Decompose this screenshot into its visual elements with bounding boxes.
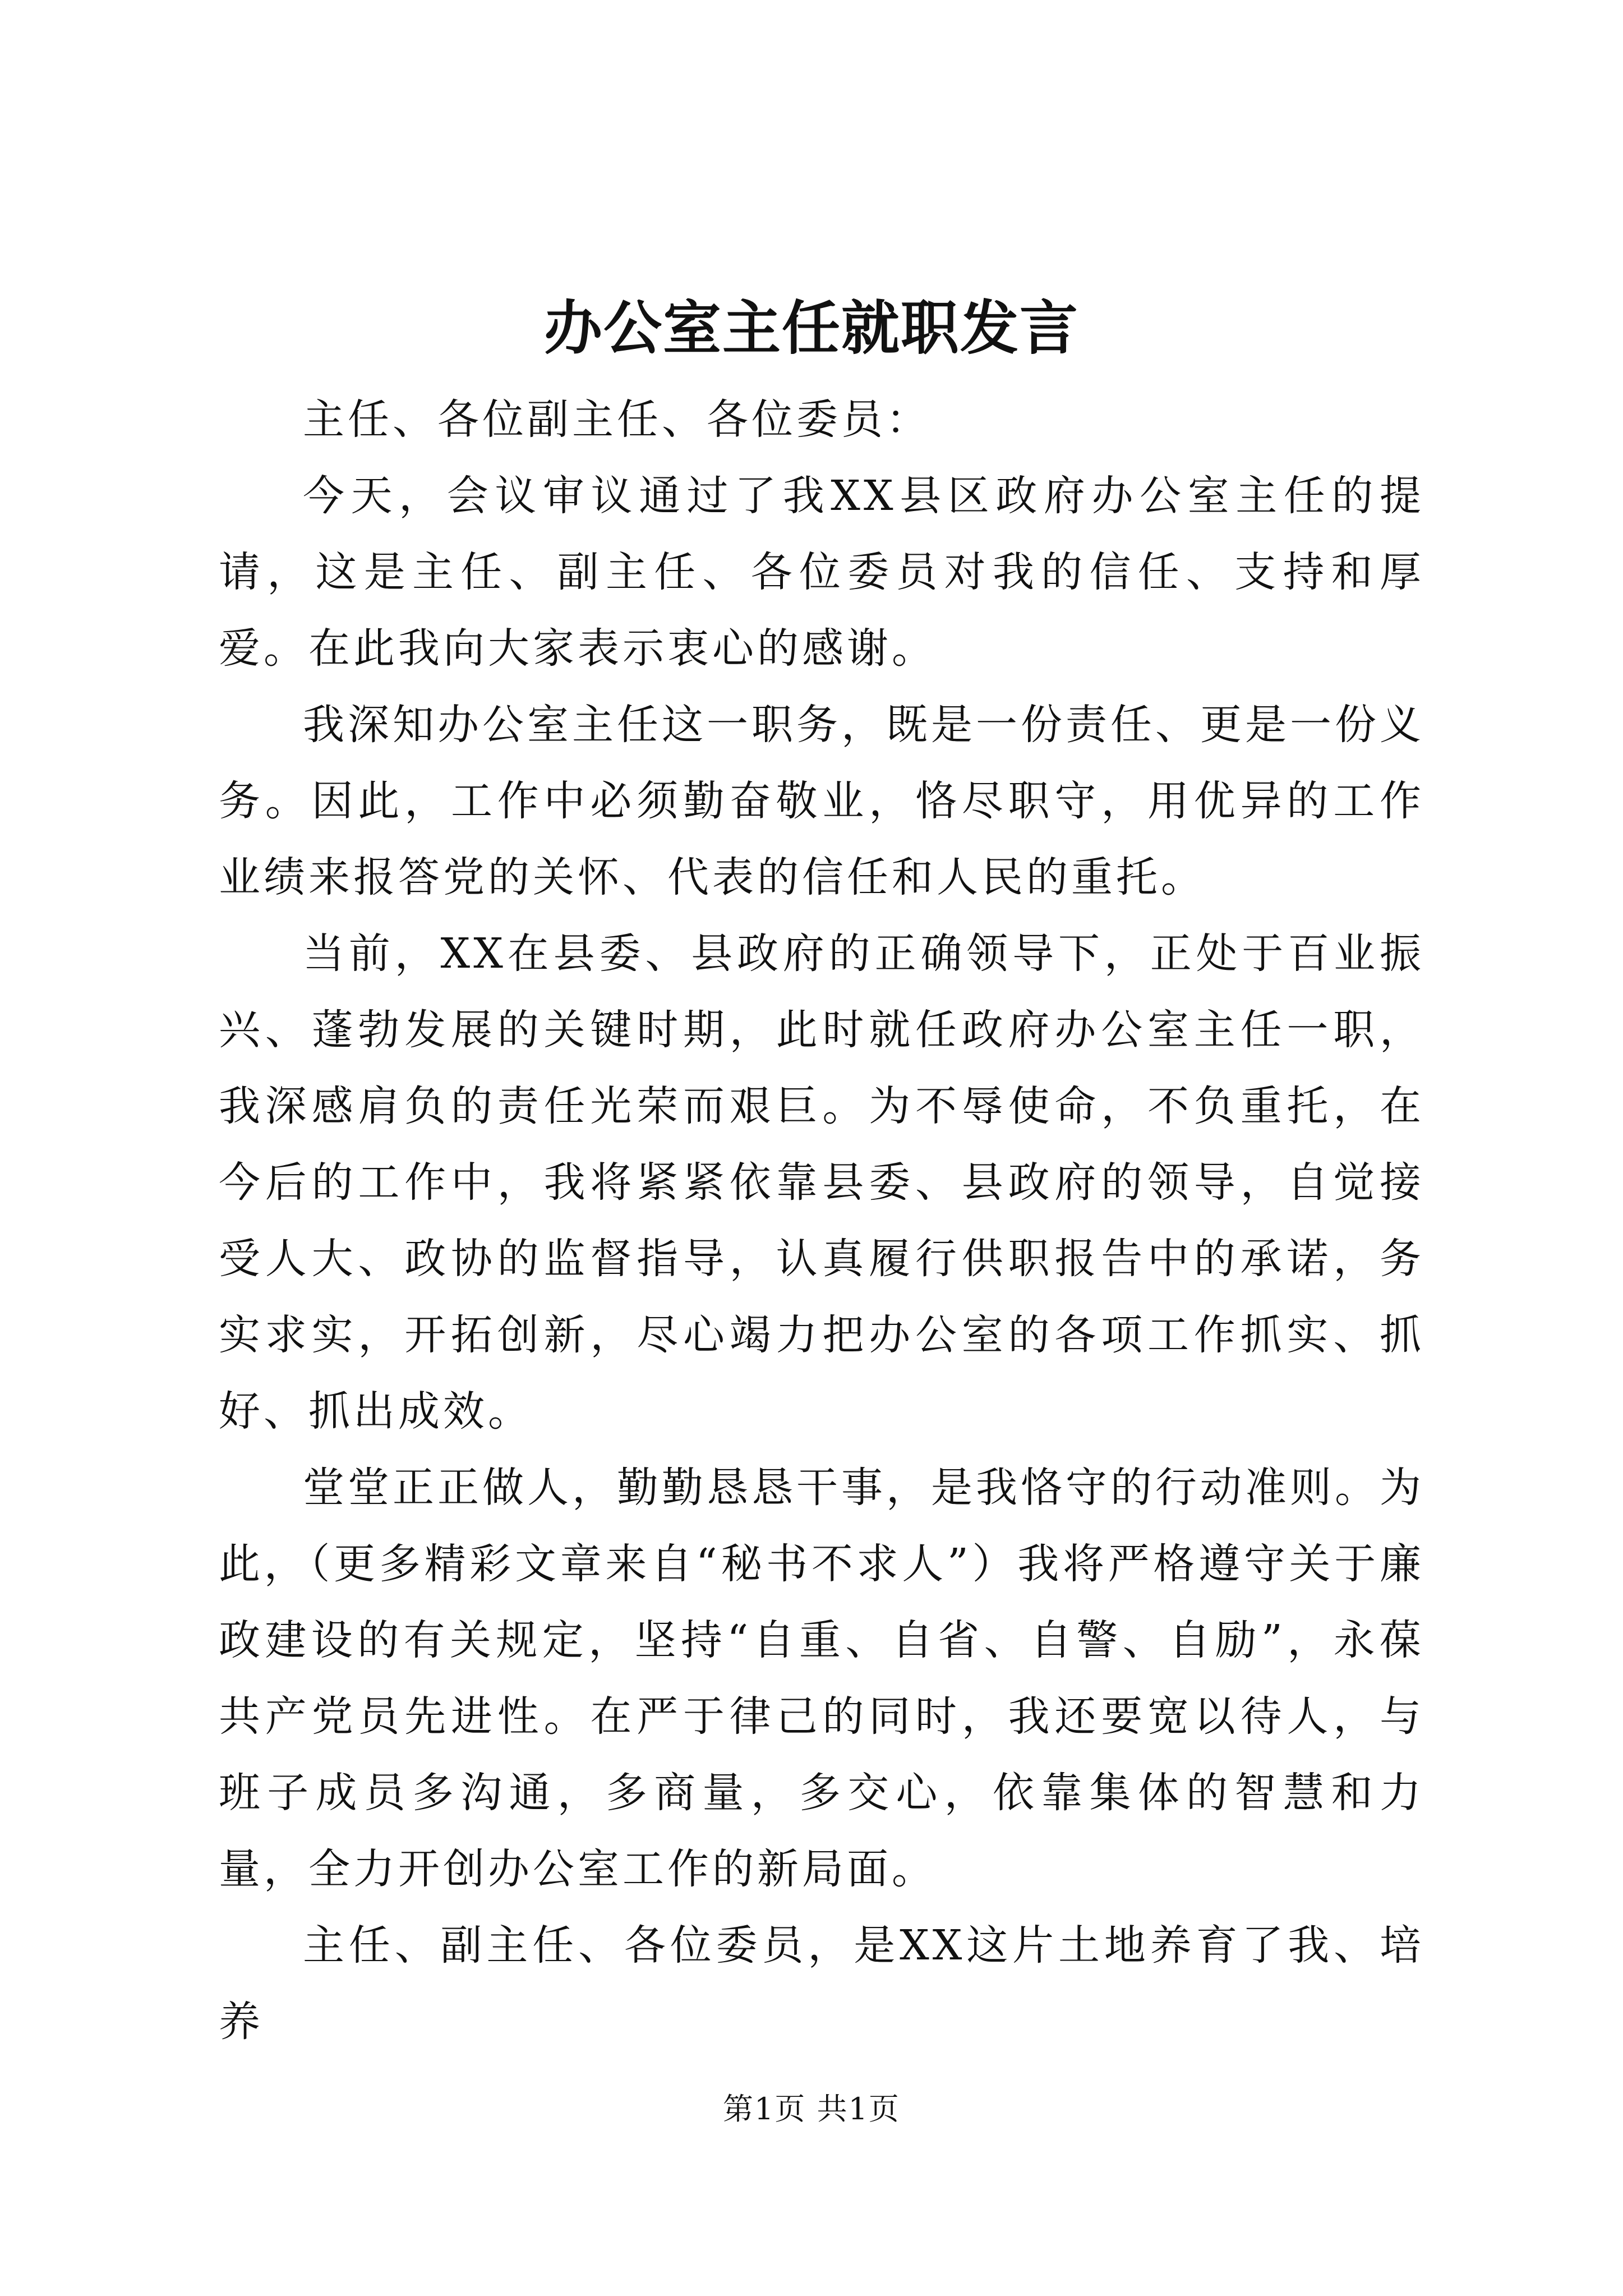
document-body <box>219 381 1424 2060</box>
document-title: 办公室主任就职发言 <box>543 293 1079 362</box>
body-paragraph: 我深知办公室主任这一职务，既是一份责任、更是一份义务。因此，工作中必须勤奋敬业，恪尽职守，用优异的工作业绩来报答党的关怀、代表的信任和人民的重托。 <box>219 701 1424 901</box>
body-paragraph: 主任、副主任、各位委员，是XX这片土地养育了我、培养 <box>219 1921 1424 2046</box>
body-paragraph: 堂堂正正做人，勤勤恳恳干事，是我恪守的行动准则。为此，（更多精彩文章来自“秘书不求人”）我将严格遵守关于廉政建设的有关规定，坚持“自重、自省、自警、自励”，永葆共产党员先进性。在严于律己的同时，我还要宽以待人，与班子成员多沟通，多商量，多交心，依靠集体的智慧和力量，全力开创办公室工作的新局面。 <box>219 1464 1424 1893</box>
body-paragraph: 当前，XX在县委、县政府的正确领导下，正处于百业振兴、蓬勃发展的关键时期，此时就任政府办公室主任一职，我深感肩负的责任光荣而艰巨。为不辱使命，不负重托，在今后的工作中，我将紧紧依靠县委、县政府的领导，自觉接受人大、政协的监督指导，认真履行供职报告中的承诺，务实求实，开拓创新，尽心竭力把办公室的各项工作抓实、抓好、抓出成效。 <box>219 930 1424 1435</box>
salutation-paragraph: 主任、各位副主任、各位委员： <box>303 395 931 444</box>
page-footer: 第1页 共1页 <box>723 2091 900 2127</box>
body-paragraph: 今天，会议审议通过了我XX县区政府办公室主任的提请，这是主任、副主任、各位委员对我的信任、支持和厚爱。在此我向大家表示衷心的感谢。 <box>219 472 1424 673</box>
